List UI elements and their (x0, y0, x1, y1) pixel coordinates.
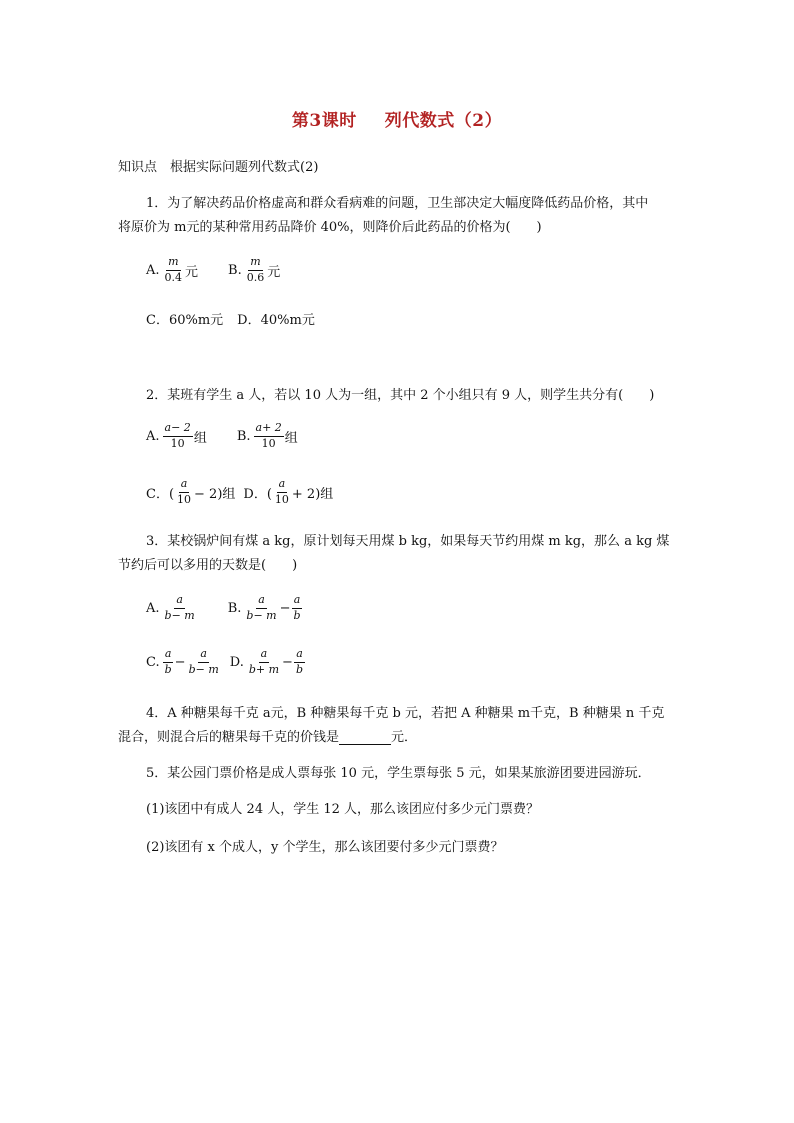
lesson-title (0, 106, 794, 131)
q3-option-b-label: B. (227, 600, 242, 616)
q4-text-line2-post: 元． (391, 730, 418, 745)
q5-text-line1: 5．某公园门票价格是成人票每张 10 元，学生票每张 5 元，如果某旅游团要进园游玩． (146, 766, 651, 781)
q2-option-a-unit: 组 (193, 430, 207, 446)
q1-option-a-fraction: $\frac{m}{0.4}$ (164, 255, 183, 284)
q1-option-b-fraction: $\frac{m}{0.6}$ (246, 255, 265, 284)
q2-option-c-label: C．( (146, 486, 175, 502)
q2-option-d-label: D．( (243, 486, 272, 502)
q3-option-c-minus: − (174, 654, 186, 670)
q2-option-a-label: A. (146, 428, 160, 444)
q1-option-c: C．60%m元 (146, 313, 224, 328)
q4-answer-blank[interactable] (339, 732, 391, 745)
q2-option-b-label: B. (236, 428, 251, 444)
q2-option-c-rest: − 2)组 (194, 486, 236, 502)
q4-text-line2-pre: 混合，则混合后的糖果每千克的价钱是 (118, 730, 340, 745)
q3-text-line2: 节约后可以多用的天数是( ) (118, 558, 298, 573)
q2-option-b-fraction: $\frac{a+ 2}{10}$ (255, 421, 282, 450)
q2-option-b-unit: 组 (284, 430, 298, 446)
q1-option-b-unit: 元 (267, 264, 281, 280)
q3-option-a-label: A. (146, 600, 160, 616)
q1-option-a-unit: 元 (185, 264, 199, 280)
q1-text-line1: 1．为了解决药品价格虚高和群众看病难的问题，卫生部决定大幅度降低药品价格，其中 (146, 196, 649, 211)
lesson-number: 第3课时 (291, 111, 357, 131)
q5-subquestion-1: (1)该团中有成人 24 人，学生 12 人，那么该团应付多少元门票费？ (146, 802, 540, 817)
q2-option-d-fraction: $\frac{a}{10}$ (274, 477, 289, 506)
q2-options-ab (146, 422, 298, 450)
q3-options-ab (146, 594, 304, 622)
q3-option-b-fraction-1: $\frac{a}{b- m}$ (246, 593, 277, 622)
q4-text-line1: 4．A 种糖果每千克 a元，B 种糖果每千克 b 元，若把 A 种糖果 m千克，B 种糖果 n 千克 (146, 706, 665, 721)
q3-options-cd (146, 648, 306, 676)
lesson-topic: 列代数式（2） (384, 111, 503, 131)
q4-text-line2 (118, 726, 417, 745)
q2-option-a-fraction: $\frac{a- 2}{10}$ (164, 421, 191, 450)
q3-option-c-label: C. (146, 654, 160, 670)
q1-options-cd (146, 309, 315, 328)
q2-options-cd (146, 478, 333, 506)
q1-options-ab (146, 256, 280, 284)
q3-option-c-fraction-1: $\frac{a}{b}$ (164, 647, 172, 676)
q3-option-d-fraction-2: $\frac{a}{b}$ (295, 647, 303, 676)
q3-option-d-fraction-1: $\frac{a}{b+ m}$ (248, 647, 280, 676)
q3-option-a-fraction: $\frac{a}{b- m}$ (164, 593, 195, 622)
q1-option-a-label: A. (146, 262, 160, 278)
q3-option-d-label: D. (229, 654, 244, 670)
q2-text-line1: 2．某班有学生 a 人，若以 10 人为一组，其中 2 个小组只有 9 人，则学生共分有( ) (146, 388, 655, 403)
q3-option-b-fraction-2: $\frac{a}{b}$ (293, 593, 301, 622)
q3-text-line1: 3．某校锅炉间有煤 a kg，原计划每天用煤 b kg，如果每天节约用煤 m kg，那么 a kg 煤 (146, 534, 670, 549)
q3-option-d-minus: − (282, 654, 293, 670)
q1-option-d: D．40%m元 (237, 313, 315, 328)
q3-option-b-minus: − (279, 600, 291, 616)
q5-subquestion-2: (2)该团有 x 个成人，y 个学生，那么该团要付多少元门票费？ (146, 840, 504, 855)
knowledge-point-heading: 知识点 根据实际问题列代数式(2) (118, 160, 319, 175)
q1-text-line2: 将原价为 m元的某种常用药品降价 40%，则降价后此药品的价格为( ) (118, 220, 542, 235)
q1-option-b-label: B. (228, 262, 242, 278)
q3-option-c-fraction-2: $\frac{a}{b- m}$ (188, 647, 219, 676)
q2-option-c-fraction: $\frac{a}{10}$ (177, 477, 192, 506)
q2-option-d-rest: + 2)组 (291, 486, 334, 502)
